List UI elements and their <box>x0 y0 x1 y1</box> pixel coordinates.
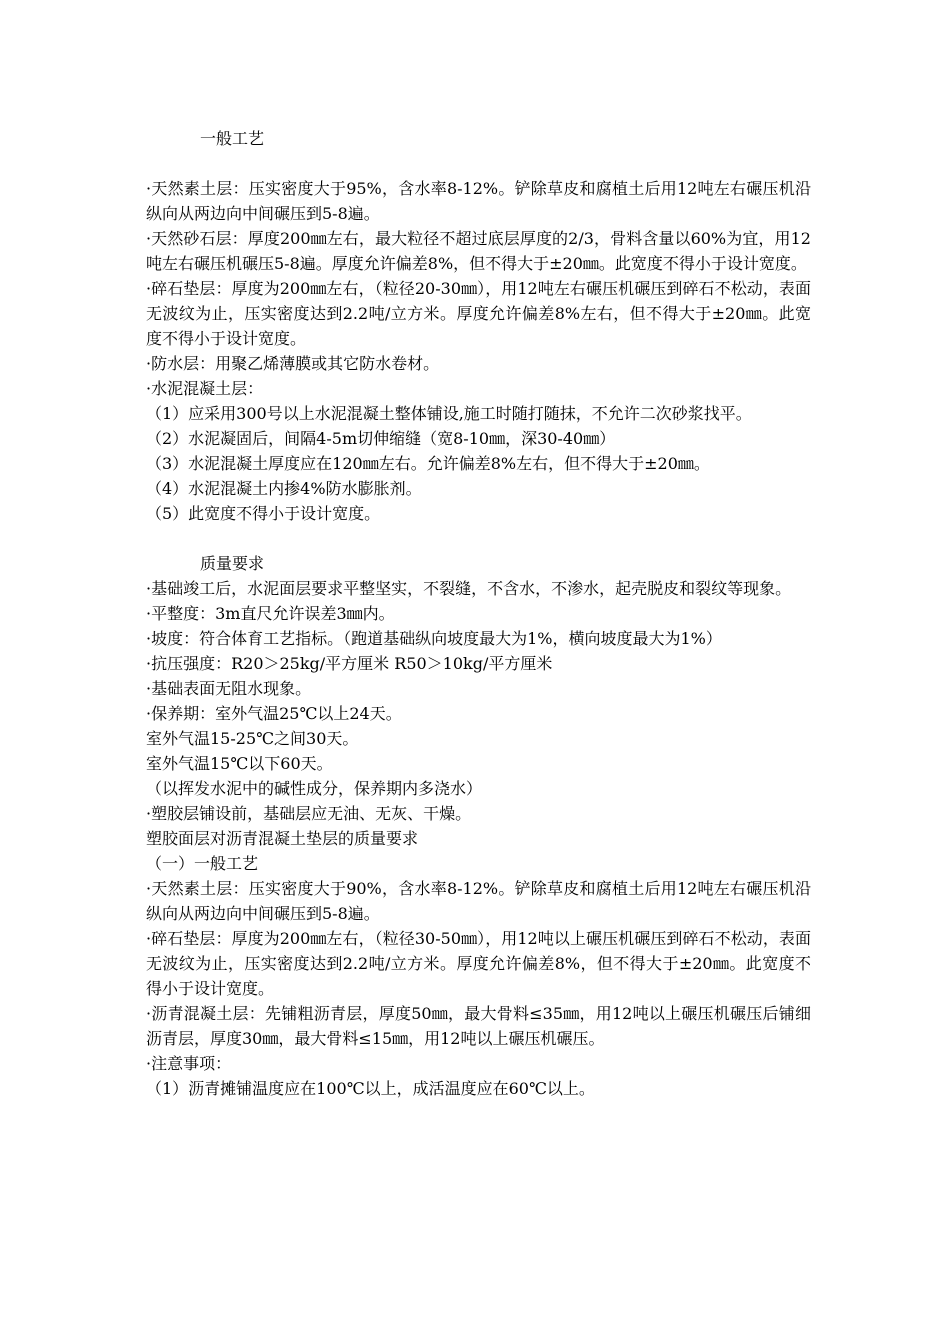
paragraph-asphalt-1: ·天然素土层：压实密度大于90%，含水率8-12%。铲除草皮和腐植土后用12吨左右碾压机沿纵向从两边向中间碾压到5-8遍。 <box>146 879 811 923</box>
paragraph-natural-gravel: ·天然砂石层：厚度200㎜左右，最大粒径不超过底层厚度的2/3，骨料含量以60%为宜，用12吨左右碾压机碾压5-8遍。厚度允许偏差8%，但不得大于±20㎜。此宽度不得小于设计宽度。 <box>146 229 811 273</box>
section-heading-general-process: 一般工艺 <box>200 129 265 148</box>
section-subheading-asphalt: （一）一般工艺 <box>146 854 259 873</box>
paragraph-asphalt-5: （1）沥青摊铺温度应在100℃以上，成活温度应在60℃以上。 <box>146 1079 595 1098</box>
paragraph-quality-7: 室外气温15-25℃之间30天。 <box>146 729 359 748</box>
paragraph-crushed-stone: ·碎石垫层：厚度为200㎜左右，（粒径20-30㎜），用12吨左右碾压机碾压到碎石不松动，表面无波纹为止，压实密度达到2.2吨/立方米。厚度允许偏差8%左右，但不得大于±20㎜。此宽度不得小于设计宽度。 <box>146 279 811 348</box>
paragraph-quality-3: ·坡度：符合体育工艺指标。（跑道基础纵向坡度最大为1%，横向坡度最大为1%） <box>146 629 722 648</box>
paragraph-quality-9: （以挥发水泥中的碱性成分，保养期内多浇水） <box>146 779 483 798</box>
paragraph-quality-1: ·基础竣工后，水泥面层要求平整坚实，不裂缝，不含水，不渗水，起壳脱皮和裂纹等现象。 <box>146 579 792 598</box>
document-page <box>146 126 811 1101</box>
paragraph-concrete-item-1: （1）应采用300号以上水泥混凝土整体铺设,施工时随打随抹，不允许二次砂浆找平。 <box>146 404 752 423</box>
section-title-asphalt: 塑胶面层对沥青混凝土垫层的质量要求 <box>146 829 419 848</box>
paragraph-concrete-item-3: （3）水泥混凝土厚度应在120㎜左右。允许偏差8%左右，但不得大于±20㎜。 <box>146 454 710 473</box>
paragraph-concrete-item-2: （2）水泥凝固后，间隔4-5m切伸缩缝（宽8-10㎜，深30-40㎜） <box>146 429 616 448</box>
spacer <box>146 151 811 176</box>
paragraph-quality-6: ·保养期：室外气温25℃以上24天。 <box>146 704 402 723</box>
paragraph-quality-8: 室外气温15℃以下60天。 <box>146 754 333 773</box>
spacer <box>146 526 811 551</box>
paragraph-waterproof-layer: ·防水层：用聚乙烯薄膜或其它防水卷材。 <box>146 354 440 373</box>
paragraph-asphalt-3: ·沥青混凝土层：先铺粗沥青层，厚度50㎜，最大骨料≤35㎜，用12吨以上碾压机碾压后铺细沥青层，厚度30㎜，最大骨料≤15㎜，用12吨以上碾压机碾压。 <box>146 1004 811 1048</box>
paragraph-quality-2: ·平整度：3m直尺允许误差3㎜内。 <box>146 604 395 623</box>
paragraph-concrete-layer: ·水泥混凝土层： <box>146 379 264 398</box>
section-heading-quality: 质量要求 <box>200 554 265 573</box>
paragraph-concrete-item-4: （4）水泥混凝土内掺4%防水膨胀剂。 <box>146 479 422 498</box>
paragraph-quality-4: ·抗压强度：R20＞25kg/平方厘米 R50＞10kg/平方厘米 <box>146 654 553 673</box>
paragraph-asphalt-4: ·注意事项： <box>146 1054 232 1073</box>
paragraph-concrete-item-5: （5）此宽度不得小于设计宽度。 <box>146 504 381 523</box>
paragraph-natural-soil: ·天然素土层：压实密度大于95%，含水率8-12%。铲除草皮和腐植土后用12吨左右碾压机沿纵向从两边向中间碾压到5-8遍。 <box>146 179 811 223</box>
paragraph-asphalt-2: ·碎石垫层：厚度为200㎜左右，（粒径30-50㎜），用12吨以上碾压机碾压到碎石不松动，表面无波纹为止，压实密度达到2.2吨/立方米。厚度允许偏差8%，但不得大于±20㎜。此宽度不得小于设计宽度。 <box>146 929 811 998</box>
paragraph-quality-10: ·塑胶层铺设前，基础层应无油、无灰、干燥。 <box>146 804 472 823</box>
paragraph-quality-5: ·基础表面无阻水现象。 <box>146 679 312 698</box>
